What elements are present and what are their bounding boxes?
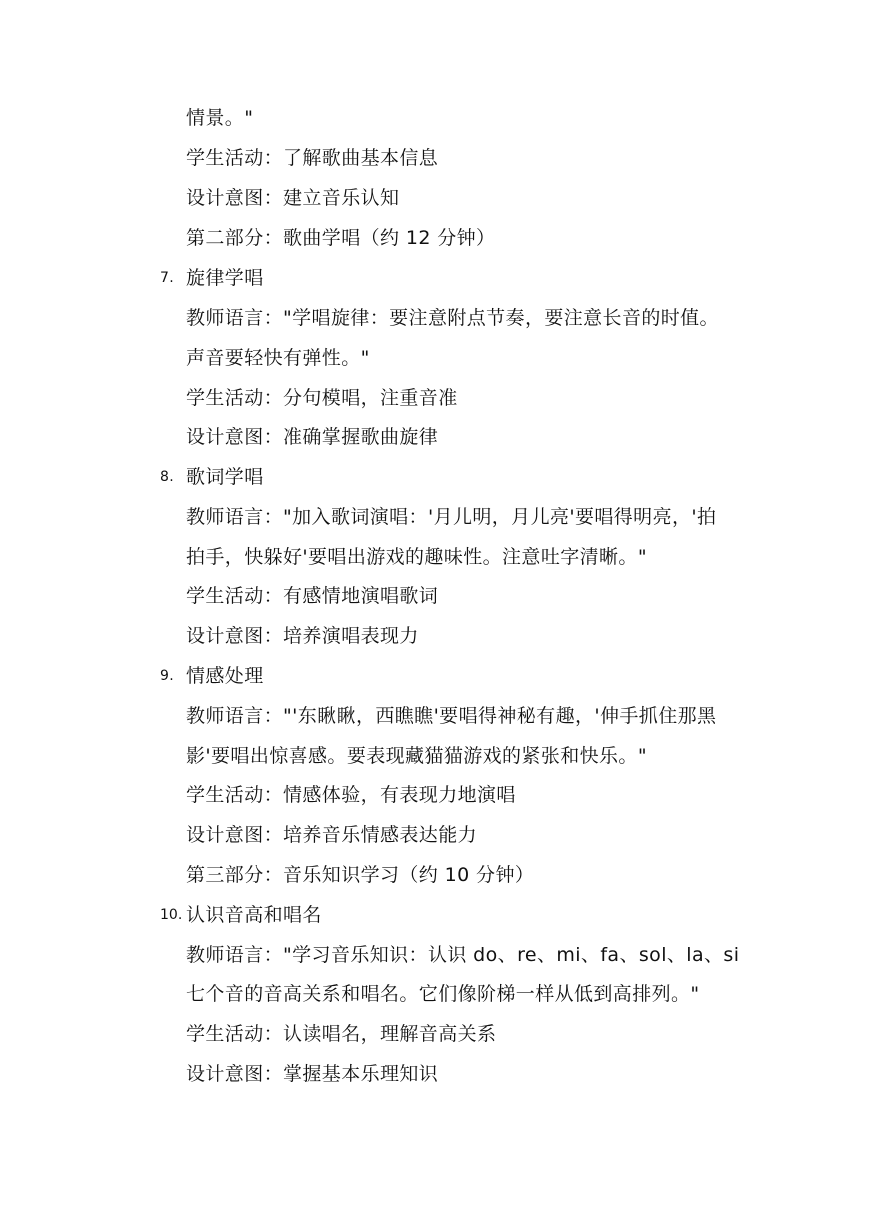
design-intent-line: 设计意图：培养演唱表现力: [186, 625, 419, 647]
student-activity-line: 学生活动：分句模唱，注重音准: [186, 387, 458, 409]
list-item-9: [160, 663, 264, 689]
section-heading-part-two: 第二部分：歌曲学唱（约 12 分钟）: [186, 227, 496, 249]
teacher-language-line: 教师语言："加入歌词演唱：'月儿明，月儿亮'要唱得明亮，'拍: [186, 506, 717, 528]
design-intent-line: 设计意图：培养音乐情感表达能力: [186, 824, 478, 846]
student-activity-line: 学生活动：了解歌曲基本信息: [186, 147, 439, 169]
list-item-title: 旋律学唱: [186, 267, 264, 289]
teacher-language-line: 教师语言："'东瞅瞅，西瞧瞧'要唱得神秘有趣，'伸手抓住那黑: [186, 705, 717, 727]
text-line: 七个音的音高关系和唱名。它们像阶梯一样从低到高排列。": [186, 983, 700, 1005]
text-line: 影'要唱出惊喜感。要表现藏猫猫游戏的紧张和快乐。": [186, 745, 647, 767]
student-activity-line: 学生活动：认读唱名，理解音高关系: [186, 1023, 497, 1045]
design-intent-line: 设计意图：准确掌握歌曲旋律: [186, 426, 439, 448]
text-line: 情景。": [186, 107, 254, 129]
list-item-title: 认识音高和唱名: [186, 904, 322, 926]
teacher-language-line: 教师语言："学习音乐知识：认识 do、re、mi、fa、sol、la、si: [186, 944, 740, 966]
list-number: 9.: [160, 668, 175, 684]
list-number: 7.: [160, 270, 175, 286]
student-activity-line: 学生活动：有感情地演唱歌词: [186, 585, 439, 607]
list-number: 10.: [160, 907, 183, 923]
list-number: 8.: [160, 469, 175, 485]
list-item-title: 情感处理: [186, 665, 264, 687]
design-intent-line: 设计意图：建立音乐认知: [186, 187, 400, 209]
list-item-title: 歌词学唱: [186, 466, 264, 488]
section-heading-part-three: 第三部分：音乐知识学习（约 10 分钟）: [186, 864, 535, 886]
list-item-7: [160, 265, 264, 291]
text-line: 声音要轻快有弹性。": [186, 347, 370, 369]
design-intent-line: 设计意图：掌握基本乐理知识: [186, 1063, 439, 1085]
list-item-10: [160, 902, 322, 928]
teacher-language-line: 教师语言："学唱旋律：要注意附点节奏，要注意长音的时值。: [186, 307, 719, 329]
text-line: 拍手，快躲好'要唱出游戏的趣味性。注意吐字清晰。": [186, 546, 647, 568]
student-activity-line: 学生活动：情感体验，有表现力地演唱: [186, 784, 516, 806]
list-item-8: [160, 464, 264, 490]
